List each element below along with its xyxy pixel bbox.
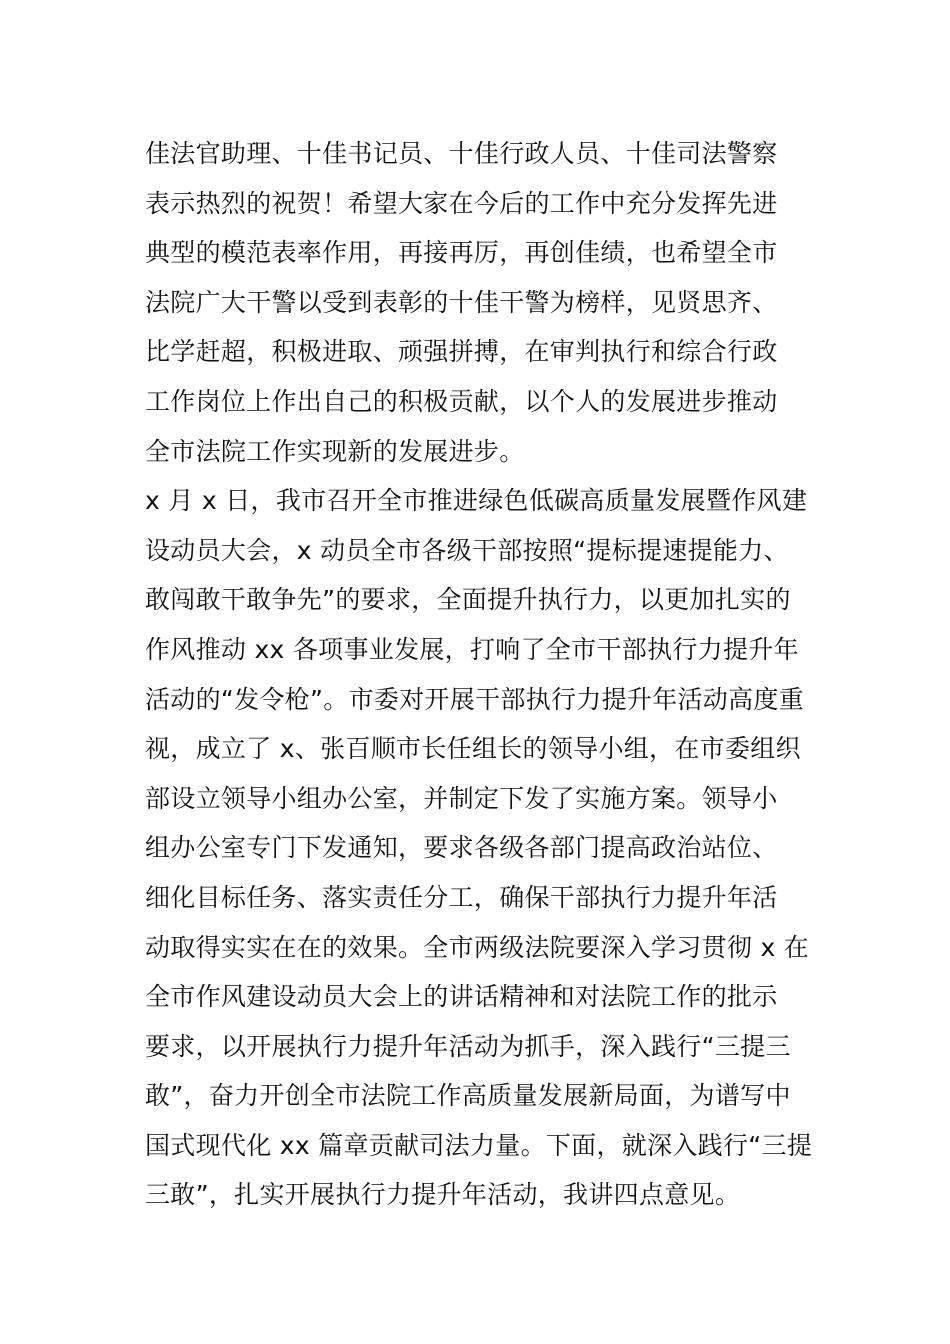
text-line: 表示热烈的祝贺！希望大家在今后的工作中充分发挥先进 <box>145 188 778 218</box>
text-line: 法院广大干警以受到表彰的十佳干警为榜样，见贤思齐、 <box>145 287 778 317</box>
text-line: 国式现代化 xx 篇章贡献司法力量。下面，就深入践行“三提 <box>145 1130 813 1160</box>
text-line: 细化目标任务、落实责任分工，确保干部执行力提升年活 <box>145 882 778 912</box>
text-line: 活动的“发令枪”。市委对开展干部执行力提升年活动高度重 <box>145 684 805 714</box>
text-line: 三敢”，扎实开展执行力提升年活动，我讲四点意见。 <box>145 1180 741 1210</box>
text-line: 部设立领导小组办公室，并制定下发了实施方案。领导小 <box>145 783 778 813</box>
text-line: 设动员大会，x 动员全市各级干部按照“提标提速提能力、 <box>145 535 789 565</box>
text-line: 作风推动 xx 各项事业发展，打响了全市干部执行力提升年 <box>145 634 799 664</box>
text-line: 典型的模范表率作用，再接再厉，再创佳绩，也希望全市 <box>145 238 778 268</box>
document-body <box>145 129 825 1220</box>
text-line: 敢”，奋力开创全市法院工作高质量发展新局面，为谱写中 <box>145 1081 791 1111</box>
text-line: 动取得实实在在的效果。全市两级法院要深入学习贯彻 x 在 <box>145 932 810 962</box>
text-line: 工作岗位上作出自己的积极贡献，以个人的发展进步推动 <box>145 386 778 416</box>
text-line: 要求，以开展执行力提升年活动为抓手，深入践行“三提三 <box>145 1031 791 1061</box>
text-line: 组办公室专门下发通知，要求各级各部门提高政治站位、 <box>145 833 778 863</box>
text-line: 视，成立了 x、张百顺市长任组长的领导小组，在市委组织 <box>145 734 801 764</box>
text-line: x 月 x 日，我市召开全市推进绿色低碳高质量发展暨作风建 <box>145 486 808 516</box>
text-line: 全市法院工作实现新的发展进步。 <box>145 436 525 466</box>
text-line: 比学赶超，积极进取、顽强拼搏，在审判执行和综合行政 <box>145 337 778 367</box>
text-line: 佳法官助理、十佳书记员、十佳行政人员、十佳司法警察 <box>145 139 778 168</box>
text-line: 全市作风建设动员大会上的讲话精神和对法院工作的批示 <box>145 982 778 1012</box>
text-line: 敢闯敢干敢争先”的要求，全面提升执行力，以更加扎实的 <box>145 585 791 615</box>
